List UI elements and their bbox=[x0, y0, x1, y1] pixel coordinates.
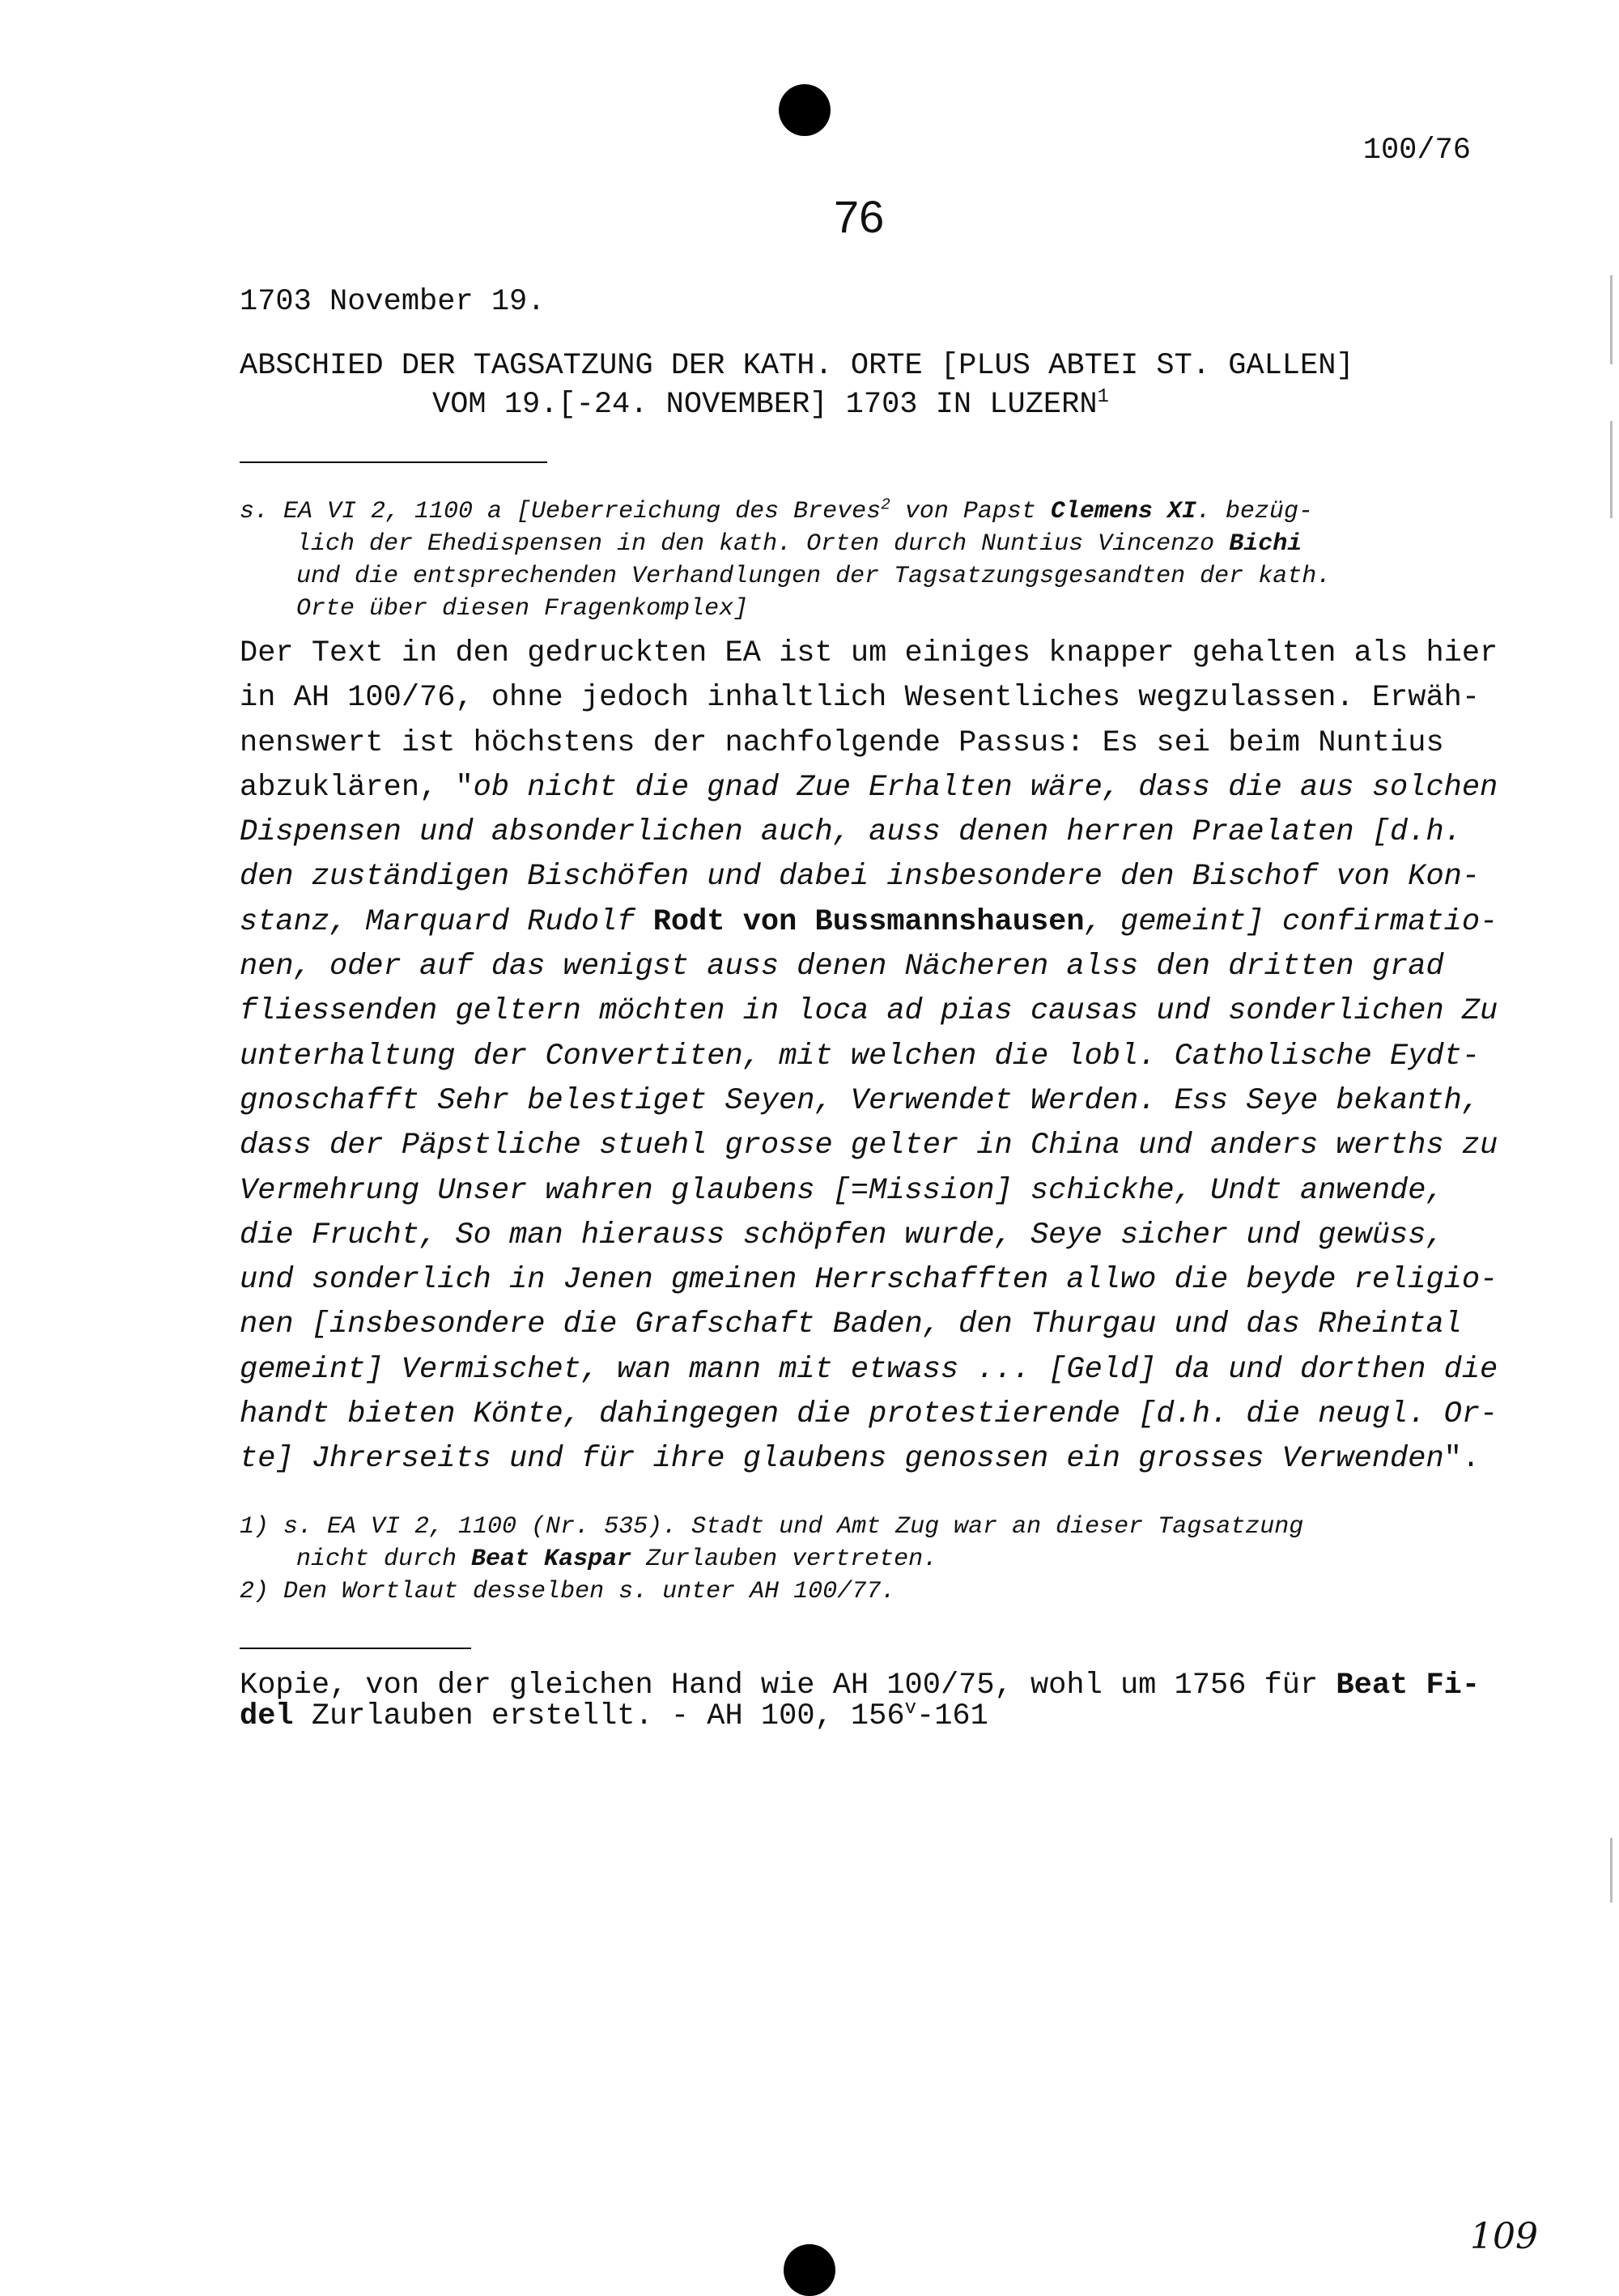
scan-edge-mark bbox=[1610, 1838, 1613, 1903]
main-text: Der Text in den gedruckten EA ist um einiges knapper gehalten als hier in AH 100/76, ohne jedoch inhaltlich Wesentliches wegzulassen. Erwäh- nenswert ist höchstens der nachfolgende Passus: Es sei beim Nuntius abzuklären, "ob nicht die gnad Zue Erhalten wäre, dass die aus solchen Dispensen und absonderlichen auch, auss denen herren Praelaten [d.h. den zuständigen Bischöfen und dabei insbesondere den Bischof von Kon- stanz, Marquard Rudolf Rodt von Bussmannshausen, gemeint] confirmatio- nen, oder auf das wenigst auss denen Nächeren alss den dritten grad fliessenden geltern möchten in loca ad pias causas und sonderlichen Zu unterhaltung der Convertiten, mit welchen die lobl. Catholische Eydt- gnoschafft Sehr belestiget Seyen, Verwendet Werden. Ess Seye bekanth, dass der Päpstliche stuehl grosse gelter in China und anders werths zu Vermehrung Unser wahren glaubens [=Mission] schickhe, Undt anwende, die Frucht, So man hierauss schöpfen wurde, Seye sicher und gewüss, und sonderlich in Jenen gmeinen Herrschafften allwo die beyde religio- nen [insbesondere die Grafschaft Baden, den Thurgau und das Rheintal gemeint] Vermischet, wan mann mit etwass ... [Geld] da und dorthen die handt bieten Könte, dahingegen die protestierende [d.h. die neugl. Or- te] Jhrerseits und für ihre glaubens genossen ein grosses Verwenden". bbox=[240, 636, 1498, 1477]
document-title bbox=[240, 347, 1354, 424]
punch-hole-bottom bbox=[784, 2244, 835, 2296]
document-date: 1703 November 19. bbox=[240, 285, 546, 319]
punch-hole-top bbox=[779, 84, 831, 136]
title-line-2: VOM 19.[-24. NOVEMBER] 1703 IN LUZERN$^1$ bbox=[432, 385, 1109, 422]
separator-rule bbox=[240, 461, 547, 463]
footnotes: 1) s. EA VI 2, 1100 (Nr. 535). Stadt und Amt Zug war an dieser Tagsatzung nicht durch Beat Kaspar Zurlauben vertreten. 2) Den Wortlaut desselben s. unter AH 100/77. bbox=[240, 1511, 1303, 1608]
footnote-mark: 1 bbox=[1097, 385, 1109, 408]
footnote-1: 1) s. EA VI 2, 1100 (Nr. 535). Stadt und Amt Zug war an dieser Tagsatzung bbox=[240, 1513, 1304, 1541]
title-line-1: ABSCHIED DER TAGSATZUNG DER KATH. ORTE [PLUS ABTEI ST. GALLEN] bbox=[240, 349, 1354, 383]
scan-edge-mark bbox=[1610, 421, 1613, 518]
scan-edge-mark bbox=[1610, 275, 1613, 364]
regest-summary: s. EA VI 2, 1100 a [Ueberreichung des Breves$^2$ von Papst Clemens XI. bezüg- lich der Ehedispensen in den kath. Orten durch Nuntius Vincenzo Bichi und die entsprechenden Verhandlungen der Tagsatzungsgesandten der kath. Orte über diesen Fragenkomplex] bbox=[240, 495, 1332, 623]
source-note: Kopie, von der gleichen Hand wie AH 100/75, wohl um 1756 für Beat Fi- del Zurlauben erstellt. - AH 100, 156$^v$-161 bbox=[240, 1669, 1481, 1733]
separator-rule bbox=[240, 1648, 471, 1649]
footnote-2: 2) Den Wortlaut desselben s. unter AH 100/77. bbox=[240, 1578, 896, 1605]
archive-reference: 100/76 bbox=[1362, 134, 1471, 168]
page-number: 76 bbox=[834, 191, 885, 242]
handwritten-folio-number: 109 bbox=[1470, 2216, 1538, 2257]
